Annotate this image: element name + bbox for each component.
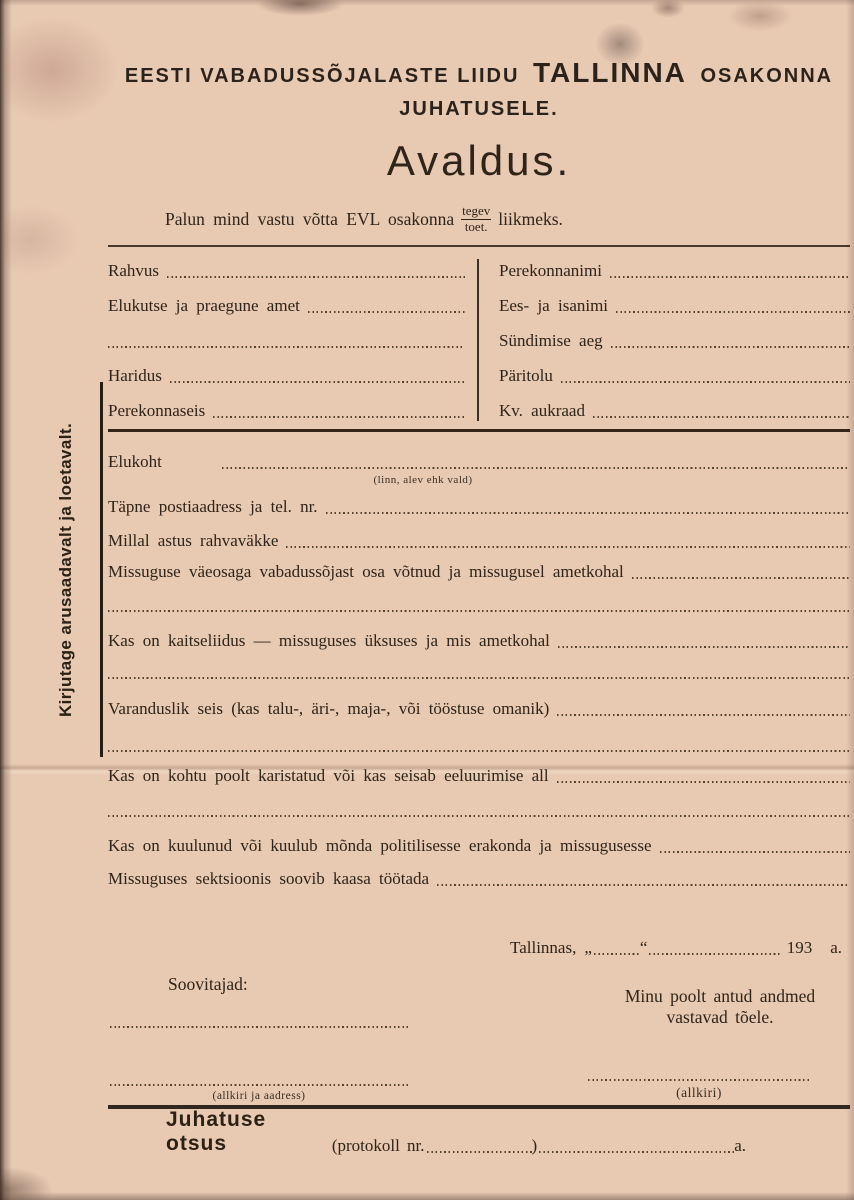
field-kv-aukraad xyxy=(499,399,850,421)
personal-data-left-column xyxy=(108,259,477,421)
signature-caption: (allkiri) xyxy=(676,1085,722,1100)
recommender-signature-line-1 xyxy=(110,1026,408,1028)
header-org-line2: JUHATUSELE. xyxy=(399,98,559,120)
field-label: Haridus xyxy=(108,366,162,385)
field-rahvavakke xyxy=(108,529,850,551)
field-elukoht-hint: (linn, alev ehk vald) xyxy=(373,474,473,486)
fill-line xyxy=(110,1084,408,1086)
header-org-part2: OSAKONNA xyxy=(700,65,834,87)
field-label: Missuguses sektsioonis soovib kaasa töötada xyxy=(108,869,430,888)
personal-data-right-column xyxy=(477,259,850,421)
year-prefix: 193 xyxy=(786,938,813,957)
field-kohus-continuation xyxy=(108,815,850,817)
field-label: Kas on kohtu poolt karistatud või kas seisab eeluurimise all xyxy=(108,766,549,785)
field-ees-ja-isanimi xyxy=(499,294,850,316)
quote-close: “ xyxy=(639,938,648,957)
declaration-line2: vastavad tõele. xyxy=(666,1007,774,1027)
field-rahvus xyxy=(108,259,465,281)
declaration-statement xyxy=(592,986,848,1028)
header-org-part1: EESTI VABADUSSÕJALASTE LIIDU xyxy=(124,65,520,87)
form-title: Avaldus. xyxy=(386,137,572,184)
field-varandus-continuation xyxy=(108,750,850,752)
field-label: Kas on kaitseliidus — missuguses üksuses ja mis ametkohal xyxy=(108,631,550,650)
fill-line xyxy=(557,781,850,783)
header-org-line1 xyxy=(108,57,850,89)
margin-bracket-line xyxy=(100,382,103,757)
field-label: Täpne postiaadress ja tel. nr. xyxy=(108,497,318,516)
fill-line xyxy=(286,546,850,548)
field-label: Päritolu xyxy=(499,366,553,385)
applicant-signature-line xyxy=(588,1079,810,1101)
field-perekonnanimi xyxy=(499,259,850,281)
recommender-signature-line-2 xyxy=(110,1084,408,1102)
protocol-label: (protokoll nr. xyxy=(331,1136,425,1155)
date-line xyxy=(510,934,842,958)
field-label: Perekonnanimi xyxy=(499,261,602,280)
header-org-city: TALLINNA xyxy=(532,57,687,88)
intro-text-before: Palun mind vastu võtta EVL osakonna xyxy=(165,208,455,229)
date-city: Tallinnas, xyxy=(510,938,577,957)
field-postiaadress xyxy=(108,495,850,517)
decision-year-suffix: a. xyxy=(734,1136,746,1155)
fill-line xyxy=(632,577,850,579)
fill-line xyxy=(660,851,850,853)
form-header xyxy=(108,0,850,121)
member-type-supporting: toet. xyxy=(464,219,488,234)
fill-line xyxy=(437,884,850,886)
fill-line xyxy=(616,311,850,313)
field-kaitseliit xyxy=(108,629,850,651)
intro-text-after: liikmeks. xyxy=(498,208,563,229)
field-elukutse-continuation xyxy=(108,329,465,351)
year-suffix: a. xyxy=(830,938,842,957)
field-haridus xyxy=(108,364,465,386)
fill-line xyxy=(649,953,780,955)
field-label: Millal astus rahvaväkke xyxy=(108,531,279,550)
field-perekonnaseis xyxy=(108,399,465,421)
field-label: Rahvus xyxy=(108,261,159,280)
member-type-active: tegev xyxy=(462,203,491,218)
field-kaitseliit-continuation xyxy=(108,677,850,679)
personal-data-grid xyxy=(108,245,850,432)
intro-sentence xyxy=(108,201,850,237)
fill-line xyxy=(427,1151,532,1153)
fill-line xyxy=(558,646,850,648)
field-label: Elukoht xyxy=(108,452,162,471)
field-label: Elukutse ja praegune amet xyxy=(108,296,300,315)
field-sektsioon xyxy=(108,867,850,889)
fill-line xyxy=(611,346,850,348)
field-kohus xyxy=(108,764,850,786)
field-label: Varanduslik seis (kas talu-, äri-, maja-, või tööstuse omanik) xyxy=(108,699,550,718)
field-label: Missuguse väeosaga vabadussõjast osa võtnud ja missugusel ametkohal xyxy=(108,562,624,581)
recommenders-label: Soovitajad: xyxy=(168,974,248,994)
field-paritolu xyxy=(499,364,850,386)
declaration-line1: Minu poolt antud andmed xyxy=(624,986,816,1006)
field-label: Perekonnaseis xyxy=(108,401,206,420)
fill-line xyxy=(326,512,850,514)
field-erakond xyxy=(108,834,850,856)
field-label: Kv. aukraad xyxy=(499,401,585,420)
fill-line xyxy=(561,381,850,383)
fill-line xyxy=(108,346,465,348)
fill-line xyxy=(593,416,850,418)
field-varandus xyxy=(108,697,850,719)
member-type-fraction xyxy=(461,204,491,234)
signature-address-caption: (allkiri ja aadress) xyxy=(212,1090,306,1102)
fill-line xyxy=(588,1079,810,1081)
quote-open: „ xyxy=(584,938,592,957)
field-label: Sündimise aeg xyxy=(499,331,603,350)
fill-line xyxy=(557,714,850,716)
field-elukoht xyxy=(108,450,850,472)
fill-line xyxy=(594,953,640,955)
fill-line xyxy=(213,416,465,418)
field-label: Kas on kuulunud või kuulub mõnda politilisesse erakonda ja missugusesse xyxy=(108,836,652,855)
field-sundimise-aeg xyxy=(499,329,850,351)
fill-line xyxy=(170,381,465,383)
decision-label: Juhatuse otsus xyxy=(166,1108,267,1155)
fill-line xyxy=(610,276,850,278)
fill-line xyxy=(167,276,465,278)
board-decision-line xyxy=(166,1108,746,1156)
field-elukutse xyxy=(108,294,465,316)
fill-line xyxy=(308,311,465,313)
field-vaeosa xyxy=(108,560,850,582)
field-vaeosa-continuation xyxy=(108,610,850,612)
fill-line xyxy=(539,1151,734,1153)
fill-line xyxy=(110,1026,408,1028)
questionnaire-fields xyxy=(108,450,850,889)
protocol-paren-close: ) xyxy=(531,1136,538,1155)
fill-line xyxy=(222,467,850,469)
field-label: Ees- ja isanimi xyxy=(499,296,609,315)
margin-note-vertical: Kirjutage arusaadavalt ja loetavalt. xyxy=(56,422,75,717)
